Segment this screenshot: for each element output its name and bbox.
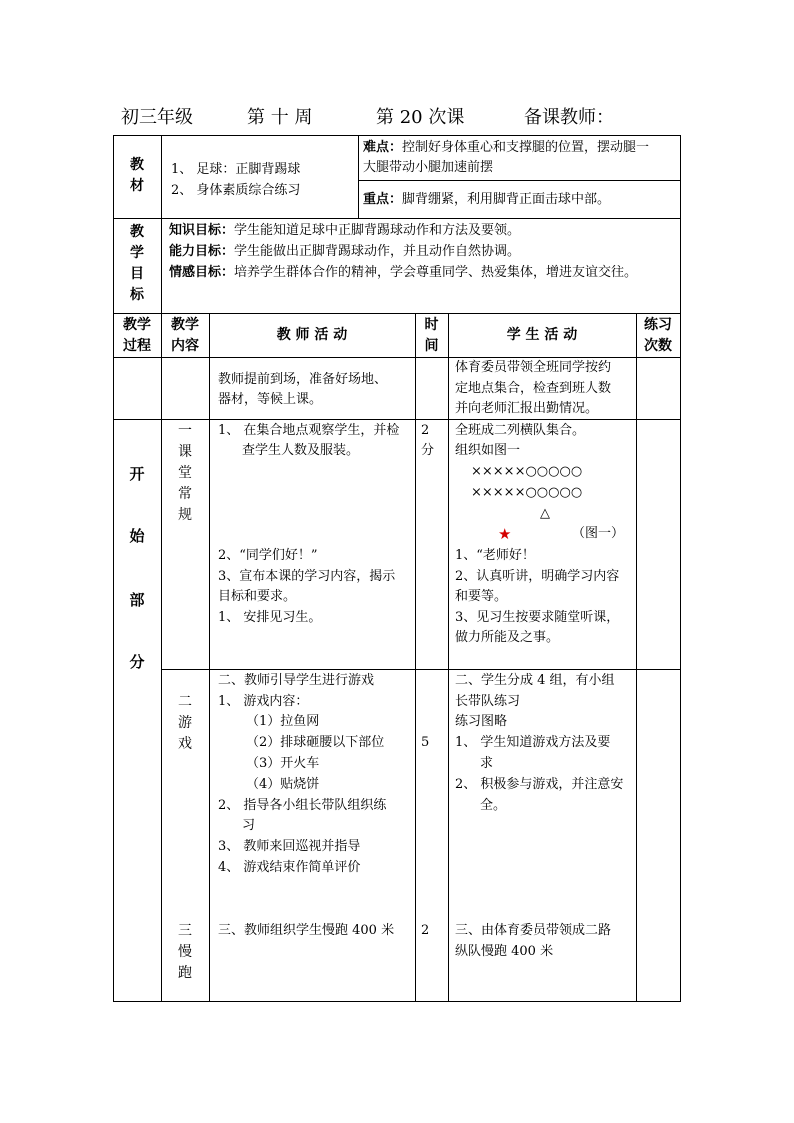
week-label: 第 十 周 [247, 107, 313, 128]
section-label-3: 部 [129, 591, 145, 609]
prep-student-2: 定地点集合，检查到班人数 [455, 381, 612, 396]
game-student-7: 全。 [480, 798, 507, 813]
routine-student-6: 3、见习生按要求随堂听课， [455, 610, 620, 625]
routine-teacher-5: 目标和要求。 [218, 589, 297, 604]
difficulty-line1: 难点：控制好身体重心和支撑腿的位置，摆动腿一 [363, 140, 650, 155]
teacher-label: 备课教师： [524, 107, 614, 128]
lesson-number: 第 20 次课 [376, 107, 465, 128]
objectives-label: 教 学 目 标 [130, 224, 144, 303]
jog-content-label: 三 慢 跑 [178, 923, 192, 981]
header-count: 练习 次数 [644, 317, 672, 354]
header-teacher: 教 师 活 动 [276, 327, 348, 343]
knowledge-goal: 知识目标：学生能知道足球中正脚背踢球动作和方法及要领。 [169, 223, 521, 238]
game-time: 5 [421, 735, 430, 750]
jog-student-2: 纵队慢跑 400 米 [455, 944, 554, 959]
materials-item-2: 2、 身体素质综合练习 [171, 183, 301, 198]
routine-student-2: 组织如图一 [455, 443, 521, 458]
game-teacher-7: 2、 指导各小组长带队组织练 [218, 798, 387, 813]
game-teacher-5: （3）开火车 [246, 756, 320, 771]
game-teacher-1: 二、教师引导学生进行游戏 [218, 673, 375, 688]
materials-item-1: 1、 足球：正脚背踢球 [171, 162, 301, 177]
header-student: 学 生 活 动 [506, 327, 578, 343]
key-point: 重点：脚背绷紧，利用脚背正面击球中部。 [363, 192, 611, 207]
routine-teacher-4: 3、宣布本课的学习内容，揭示 [218, 569, 396, 584]
game-student-4: 1、 学生知道游戏方法及要 [455, 735, 611, 750]
teacher-triangle-icon: △ [540, 506, 550, 521]
game-teacher-3: （1）拉鱼网 [246, 714, 320, 729]
game-student-6: 2、 积极参与游戏，并注意安 [455, 777, 624, 792]
section-label-4: 分 [129, 653, 145, 671]
routine-student-5: 和要等。 [455, 589, 508, 604]
prep-teacher-2: 器材，等候上课。 [218, 392, 323, 407]
figure-label: （图一） [572, 526, 625, 541]
game-student-2: 长带队练习 [455, 694, 521, 709]
game-teacher-8: 习 [242, 818, 256, 833]
header-content: 教学 内容 [171, 317, 199, 354]
routine-time-2: 分 [421, 443, 435, 458]
game-teacher-10: 4、 游戏结束作简单评价 [218, 860, 361, 875]
game-student-5: 求 [480, 756, 494, 771]
formation-row-1: ×××××○○○○○ [471, 464, 583, 479]
routine-student-7: 做力所能及之事。 [455, 630, 560, 645]
game-content-label: 二 游 戏 [178, 694, 192, 752]
routine-student-1: 全班成二列横队集合。 [455, 423, 586, 438]
game-teacher-4: （2）排球砸腰以下部位 [246, 735, 385, 750]
jog-time: 2 [421, 923, 430, 938]
materials-label: 教 材 [130, 157, 144, 194]
header-process: 教学 过程 [123, 317, 151, 354]
section-label-2: 始 [129, 527, 145, 545]
routine-teacher-1: 1、 在集合地点观察学生，并检 [218, 423, 400, 438]
prep-teacher-1: 教师提前到场，准备好场地、 [218, 372, 388, 387]
jog-student-1: 三、由体育委员带领成二路 [455, 923, 612, 938]
prep-student-1: 体育委员带领全班同学按约 [455, 360, 612, 375]
jog-teacher: 三、教师组织学生慢跑 400 米 [218, 923, 395, 938]
routine-teacher-6: 1、 安排见习生。 [218, 610, 322, 625]
difficulty-line2: 大腿带动小腿加速前摆 [363, 160, 494, 175]
routine-teacher-3: 2、“同学们好！” [218, 548, 318, 563]
game-student-1: 二、学生分成 4 组，有小组 [455, 673, 615, 688]
game-teacher-2: 1、 游戏内容： [218, 694, 309, 709]
routine-content-label: 一 课 堂 常 规 [178, 423, 192, 523]
emotion-goal: 情感目标：培养学生群体合作的精神，学会尊重同学、热爱集体，增进友谊交往。 [169, 265, 638, 280]
game-student-3: 练习图略 [455, 714, 508, 729]
prep-student-3: 并向老师汇报出勤情况。 [455, 401, 599, 416]
header-time: 时 间 [424, 317, 439, 354]
section-label-1: 开 [129, 465, 145, 483]
routine-student-3: 1、“老师好！ [455, 548, 535, 563]
routine-teacher-2: 查学生人数及服装。 [242, 443, 360, 458]
star-icon: ★ [498, 525, 512, 543]
game-teacher-9: 3、 教师来回巡视并指导 [218, 839, 361, 854]
grade-label: 初三年级 [121, 107, 193, 128]
formation-row-2: ×××××○○○○○ [471, 485, 583, 500]
routine-time-1: 2 [421, 423, 430, 438]
routine-student-4: 2、认真听讲，明确学习内容 [455, 569, 620, 584]
game-teacher-6: （4）贴烧饼 [246, 777, 320, 792]
ability-goal: 能力目标：学生能做出正脚背踢球动作，并且动作自然协调。 [169, 244, 521, 259]
